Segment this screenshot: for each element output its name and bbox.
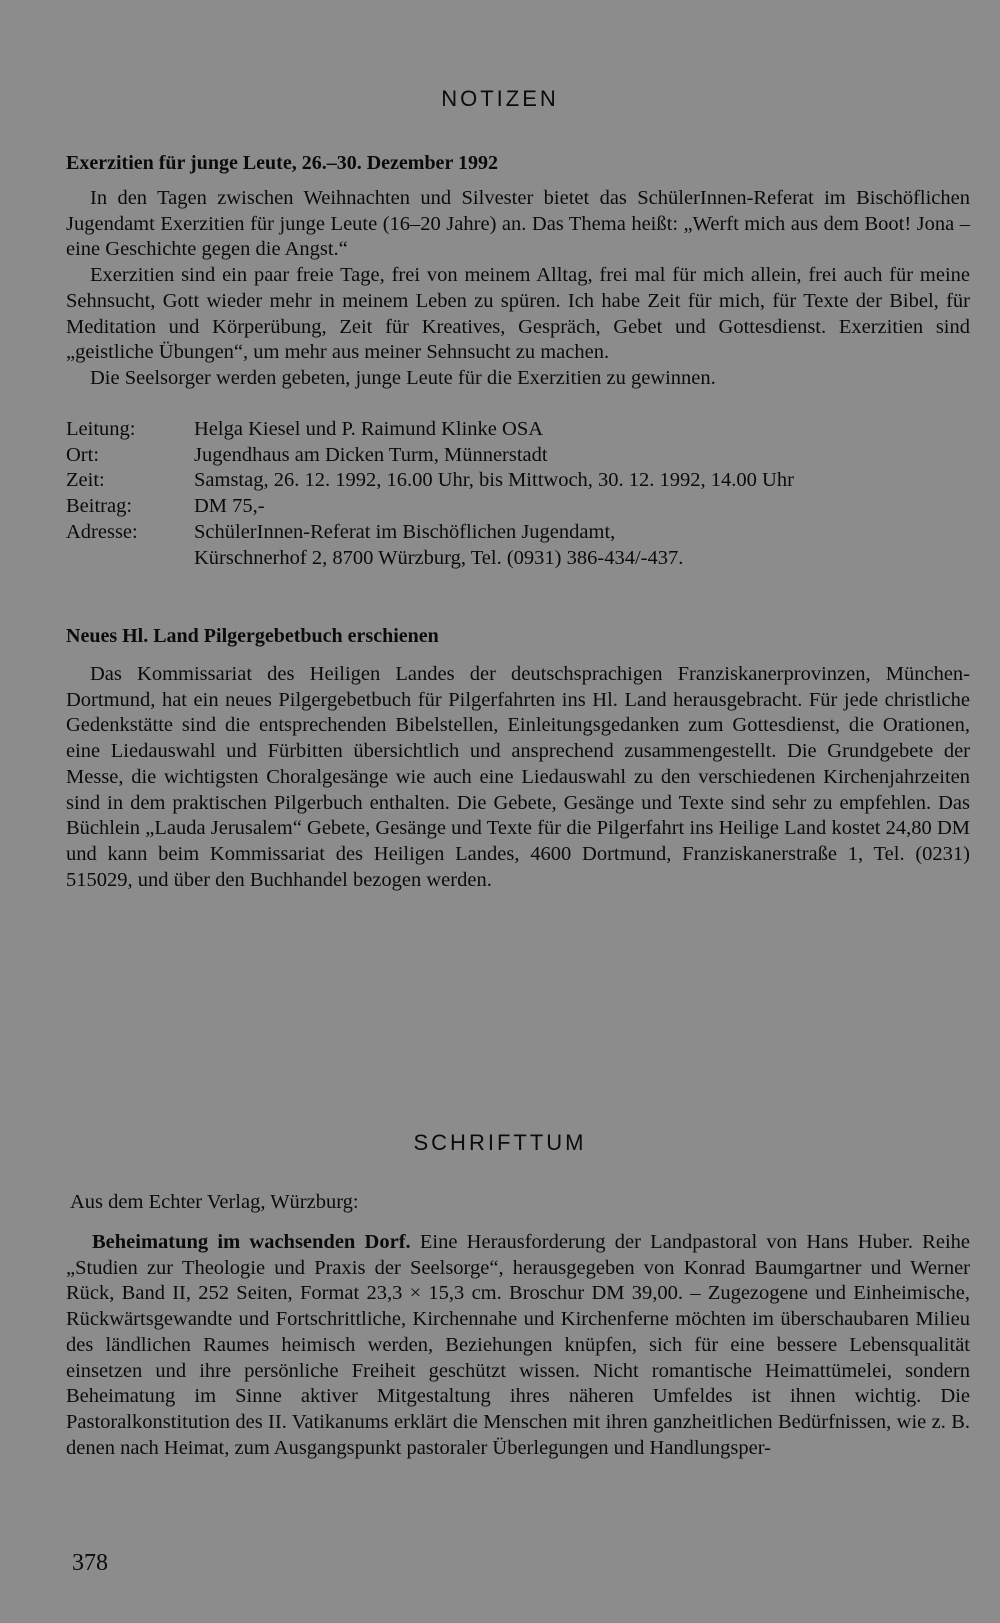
- paragraph: Die Seelsorger werden gebeten, junge Leute für die Exerzitien zu gewinnen.: [90, 366, 716, 389]
- article-body-exerzitien: [66, 186, 970, 392]
- event-details: [66, 417, 794, 571]
- detail-label: Adresse:: [66, 520, 138, 543]
- detail-value: DM 75,-: [194, 495, 265, 518]
- detail-value: Helga Kiesel und P. Raimund Klinke OSA: [194, 418, 544, 440]
- article-body-pilgergebetbuch: [66, 662, 970, 893]
- article-heading-exerzitien: Exerzitien für junge Leute, 26.–30. Dezember 1992: [66, 152, 498, 174]
- detail-row-zeit: [66, 468, 794, 494]
- detail-value: Samstag, 26. 12. 1992, 16.00 Uhr, bis Mittwoch, 30. 12. 1992, 14.00 Uhr: [194, 469, 794, 492]
- detail-row-ort: [66, 443, 794, 469]
- detail-value: Jugendhaus am Dicken Turm, Münnerstadt: [194, 443, 548, 466]
- detail-row-beitrag: [66, 494, 794, 520]
- detail-label: Zeit:: [66, 469, 105, 492]
- article-heading-pilgergebetbuch: Neues Hl. Land Pilgergebetbuch erschienen: [66, 625, 439, 647]
- paragraph: In den Tagen zwischen Weihnachten und Silvester bietet das SchülerInnen-Referat im Bischöflichen Jugendamt Exerzitien für junge Leute (16–20 Jahre) an. Das Thema heißt: „Werft mich aus dem Boot! Jona – eine Geschichte gegen die Angst.“: [66, 187, 970, 261]
- section-title-schrifttum: SCHRIFTTUM: [413, 1130, 587, 1155]
- paragraph: Exerzitien sind ein paar freie Tage, frei von meinem Alltag, frei mal für mich allein, frei auch für meine Sehnsucht, Gott wieder mehr in meinem Leben zu spüren. Ich habe Zeit für mich, für Texte der Bibel, für Meditation und Körperübung, Zeit für Kreatives, Gespräch, Gebet und Gottesdienst. Exerzitien sind „geistliche Übungen“, um mehr aus meiner Sehnsucht zu machen.: [66, 264, 970, 364]
- detail-value: SchülerInnen-Referat im Bischöflichen Jugendamt, Kürschnerhof 2, 8700 Würzburg, Tel. (0931) 386-434/-437.: [194, 520, 684, 569]
- book-title: Beheimatung im wachsenden Dorf.: [92, 1231, 411, 1253]
- detail-label: Beitrag:: [66, 495, 133, 518]
- paragraph: Das Kommissariat des Heiligen Landes der deutschsprachigen Franziskanerprovinzen, München-Dortmund, hat ein neues Pilgergebetbuch für Pilgerfahrten ins Hl. Land herausgebracht. Für jede christliche Gedenkstätte sind die entsprechenden Bibelstellen, Einleitungsgedanken zum Gottesdienst, die Orationen, eine Liedauswahl und Fürbitten übersichtlich und ansprechend zusammengestellt. Die Grundgebete der Messe, die wichtigsten Choralgesänge wie auch eine Liedauswahl zu den verschiedenen Kirchenjahrzeiten sind in dem praktischen Pilgerbuch enthalten. Die Gebete, Gesänge und Texte sind sehr zu empfehlen. Das Büchlein „Lauda Jerusalem“ Gebete, Gesänge und Texte für die Pilgerfahrt ins Heilige Land kostet 24,80 DM und kann beim Kommissariat des Heiligen Landes, 4600 Dortmund, Franziskanerstraße 1, Tel. (0231) 515029, und über den Buchhandel bezogen werden.: [66, 663, 970, 891]
- publisher-line: Aus dem Echter Verlag, Würzburg:: [70, 1191, 359, 1213]
- book-review-text: Eine Herausforderung der Landpastoral von Hans Huber. Reihe „Studien zur Theologie und Praxis der Seelsorge“, herausgegeben von Konrad Baumgartner und Werner Rück, Band II, 252 Seiten, Format 23,3 × 15,3 cm. Broschur DM 39,00. – Zugezogene und Einheimische, Rückwärtsgewandte und Fortschrittliche, Kirchennahe und Kirchenferne möchten im überschaubaren Milieu des ländlichen Raumes heimisch werden, Beziehungen knüpfen, sich für eine bessere Lebensqualität einsetzen und ihre persönliche Freiheit geschützt wissen. Nicht romantische Heimattümelei, sondern Beheimatung im Sinne aktiver Mitgestaltung ihres näheren Umfeldes ist ihnen wichtig. Die Pastoralkonstitution des II. Vatikanums erklärt die Menschen mit ihren ganzheitlichen Bedürfnissen, wie z. B. denen nach Heimat, zum Ausgangspunkt pastoraler Überlegungen und Handlungsper-: [66, 1231, 970, 1459]
- detail-label: Leitung:: [66, 418, 136, 440]
- book-review: [66, 1230, 970, 1461]
- detail-label: Ort:: [66, 443, 100, 466]
- detail-row-leitung: [66, 417, 794, 443]
- page-number: 378: [72, 1550, 108, 1576]
- section-title-notizen: NOTIZEN: [441, 86, 559, 111]
- detail-row-adresse: [66, 520, 794, 571]
